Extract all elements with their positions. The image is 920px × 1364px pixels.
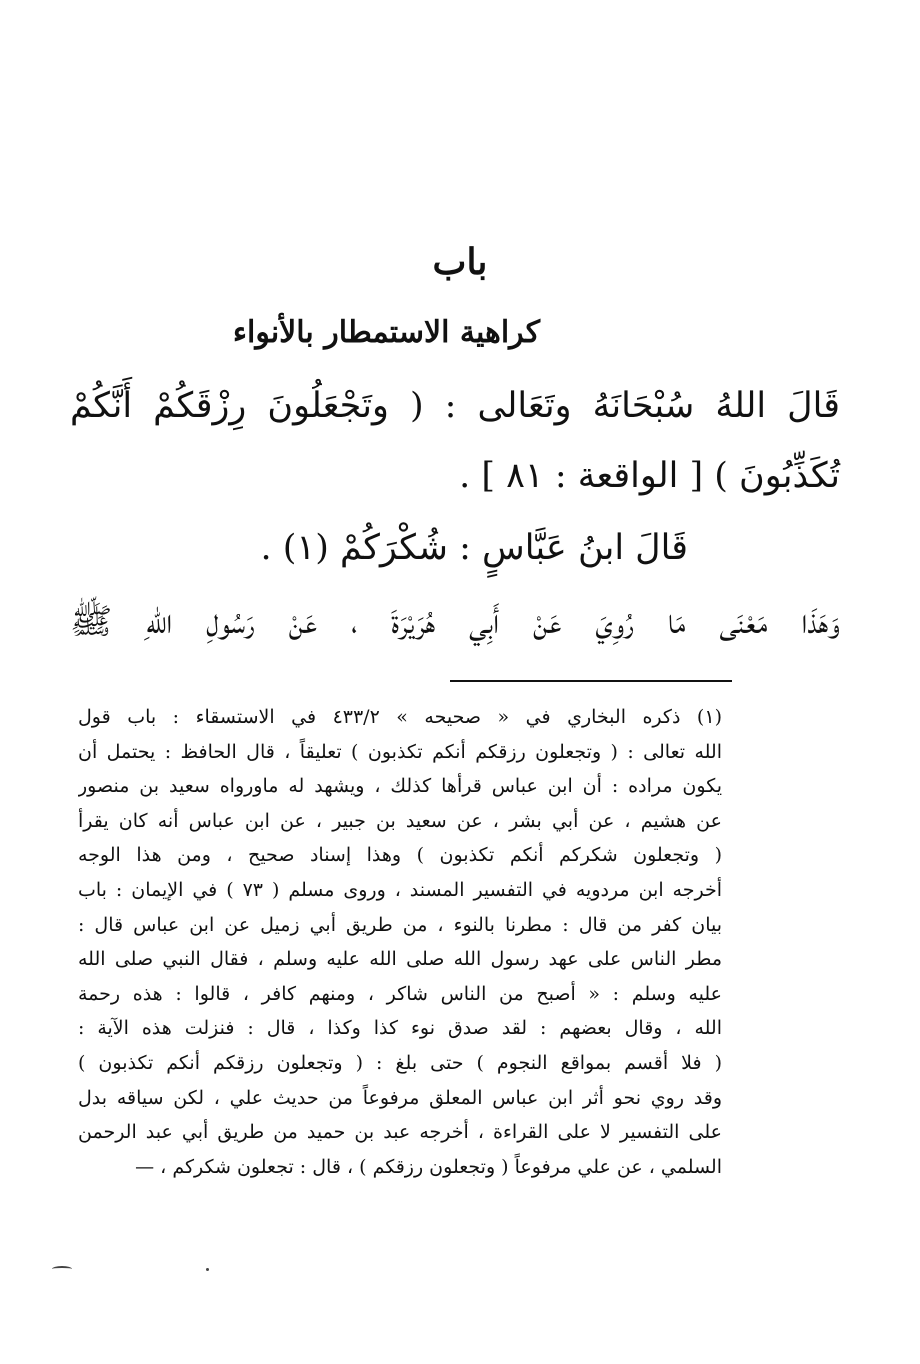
main-text-line: قَالَ اللهُ سُبْحَانَهُ وتَعَالى : ( وتَجْعَلُونَ رِزْقَكُمْ أَنَّكُمْ [70, 386, 840, 426]
chapter-heading: باب [432, 241, 488, 283]
print-dot [206, 1268, 209, 1271]
footnote-line: الله تعالى : ( وتجعلون رزقكم أنكم تكذبون ) تعليقاً ، قال الحافظ : يحتمل أن [78, 740, 722, 763]
footnote-line: وقد روي نحو أثر ابن عباس المعلق مرفوعاً من حديث علي ، لكن سياقه بدل [78, 1086, 722, 1109]
footnote-line: عليه وسلم : « أصبح من الناس شاكر ، ومنهم كافر ، قالوا : هذه رحمة [78, 982, 722, 1005]
footnote-line: الله ، وقال بعضهم : لقد صدق نوء كذا وكذا ، قال : فنزلت هذه الآية : [78, 1017, 722, 1040]
footnote-divider [450, 680, 732, 682]
footnote-line: السلمي ، عن علي مرفوعاً ( وتجعلون رزقكم ) ، قال : تجعلون شكركم ، — [135, 1155, 722, 1178]
footnote-line: ( وتجعلون شكركم أنكم تكذبون ) وهذا إسناد صحيح ، ومن هذا الوجه [78, 844, 722, 867]
main-text-line: تُكَذِّبُونَ ) [ الواقعة : ٨١ ] . [459, 456, 840, 496]
footnote [78, 700, 722, 1184]
footnote-line: يكون مراده : أن ابن عباس قرأها كذلك ، ويشهد له ماورواه سعيد بن منصور [78, 775, 722, 798]
footnote-line: أخرجه ابن مردويه في التفسير المسند ، وروى مسلم ( ٧٣ ) في الإيمان : باب [78, 878, 722, 901]
footnote-line: (١) ذكره البخاري في « صحيحه » ٤٣٣/٢ في الاستسقاء : باب قول [78, 706, 722, 728]
footnote-line: بيان كفر من قال : مطرنا بالنوء ، من طريق أبي زميل عن ابن عباس قال : [78, 913, 722, 936]
footnote-line: على التفسير لا على القراءة ، أخرجه عبد بن حميد من طريق أبي عبد الرحمن [78, 1121, 722, 1144]
footnote-line: مطر الناس على عهد رسول الله صلى الله عليه وسلم ، فقال النبي صلى الله [78, 948, 722, 971]
main-text-line: قَالَ ابنُ عَبَّاسٍ : شُكْرَكُمْ (١) . [260, 528, 688, 568]
main-text-line: وَهَذَا مَعْنَى مَا رُوِيَ عَنْ أَبِي هُرَيْرَةَ ، عَنْ رَسُولِ اللهِ ﷺ [70, 602, 840, 642]
footnote-line: عن هشيم ، عن أبي بشر ، عن سعيد بن جبير ، عن ابن عباس أنه كان يقرأ [78, 809, 722, 832]
print-mark [52, 1266, 72, 1272]
chapter-title: كراهية الاستمطار بالأنواء [232, 315, 540, 350]
footnote-line: ( فلا أقسم بمواقع النجوم ) حتى بلغ : ( وتجعلون رزقكم أنكم تكذبون ) [78, 1051, 722, 1074]
